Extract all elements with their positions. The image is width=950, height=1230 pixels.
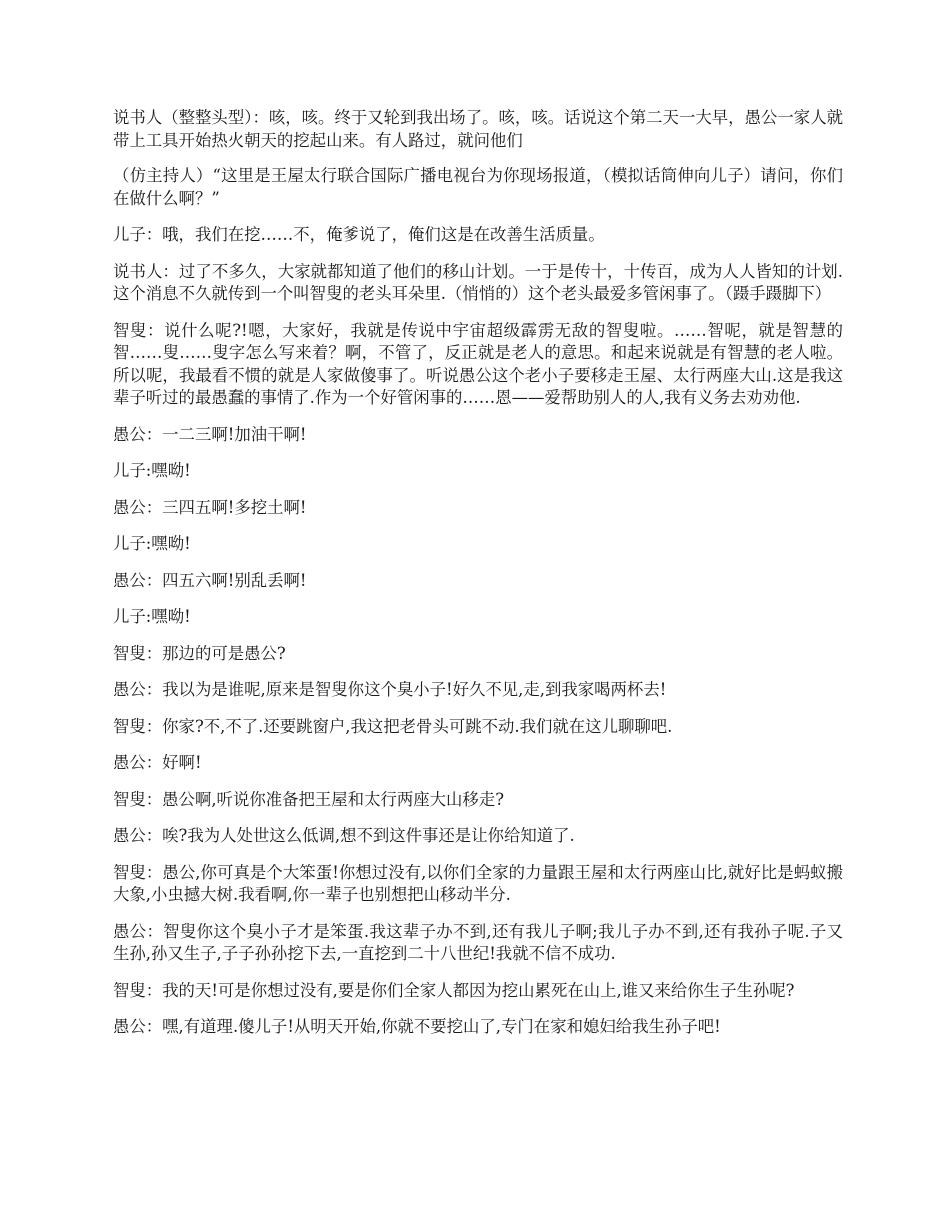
paragraph-son-line: 儿子:嘿呦! — [113, 607, 191, 626]
paragraph-yugong-line: 愚公：嘿,有道理.傻儿子!从明天开始,你就不要挖山了,专门在家和媳妇给我生孙子吧! — [113, 1017, 721, 1036]
paragraph-yugong-line: 愚公：三四五啊!多挖土啊! — [113, 497, 307, 517]
paragraph-zhisou-line: 智叟：你家?不,不了.还要跳窗户,我这把老骨头可跳不动.我们就在这儿聊聊吧. — [113, 716, 673, 736]
paragraph-yugong-line: 愚公：好啊! — [113, 753, 202, 772]
paragraph-zhisou-line: 智叟：愚公,你可真是个大笨蛋!你想过没有,以你们全家的力量跟王屋和太行两座山比,就好比是蚂蚁搬大象,小虫撼大树.我看啊,你一辈子也别想把山移动半分. — [113, 862, 843, 904]
paragraph-zhisou-line: 智叟：那边的可是愚公? — [113, 643, 286, 663]
paragraph-yugong-line: 愚公：我以为是谁呢,原来是智叟你这个臭小子!好久不见,走,到我家喝两杯去! — [113, 680, 667, 699]
paragraph-yugong-line: 愚公：四五六啊!别乱丢啊! — [113, 570, 307, 590]
paragraph-host-report: （仿主持人）“这里是王屋太行联合国际广播电视台为你现场报道，（模拟话筒伸向儿子）请问，你们在做什么啊？” — [113, 166, 843, 208]
paragraph-zhisou-line: 智叟：我的天!可是你想过没有,要是你们全家人都因为挖山累死在山上,谁又来给你生子生孙呢? — [113, 980, 795, 1000]
document-page — [113, 107, 843, 1053]
paragraph-son-reply: 儿子：哦，我们在挖……不，俺爹说了，俺们这是在改善生活质量。 — [113, 225, 605, 244]
paragraph-narrator-plan: 说书人：过了不多久，大家就都知道了他们的移山计划。一于是传十，十传百，成为人人皆知的计划.这个消息不久就传到一个叫智叟的老头耳朵里.（悄悄的）这个老头最爱多管闲事了。（蹑手蹑脚下） — [113, 261, 843, 303]
paragraph-zhisou-monologue: 智叟：说什么呢?!嗯，大家好，我就是传说中宇宙超级霹雳无敌的智叟啦。……智呢，就是智慧的智……叟……叟字怎么写来着？啊，不管了，反正就是老人的意思。和起来说就是有智慧的老人啦。所以呢，我最看不惯的就是人家做傻事了。听说愚公这个老小子要移走王屋、太行两座大山.这是我这辈子听过的最愚蠢的事情了.作为一个好管闲事的……恩——爱帮助别人的人,我有义务去劝劝他. — [113, 320, 843, 407]
paragraph-son-line: 儿子:嘿呦! — [113, 461, 191, 480]
paragraph-yugong-line: 愚公：智叟你这个臭小子才是笨蛋.我这辈子办不到,还有我儿子啊;我儿子办不到,还有我孙子呢.子又生孙,孙又生子,子子孙孙挖下去,一直挖到二十八世纪!我就不信不成功. — [113, 921, 843, 963]
paragraph-son-line: 儿子:嘿呦! — [113, 534, 191, 553]
paragraph-zhisou-line: 智叟：愚公啊,听说你准备把王屋和太行两座大山移走? — [113, 789, 504, 809]
paragraph-narrator-intro: 说书人（整整头型）：咳，咳。终于又轮到我出场了。咳，咳。话说这个第二天一大早，愚公一家人就带上工具开始热火朝天的挖起山来。有人路过，就问他们 — [113, 108, 843, 150]
paragraph-yugong-line: 愚公：唉?我为人处世这么低调,想不到这件事还是让你给知道了. — [113, 826, 575, 845]
paragraph-yugong-line: 愚公：一二三啊!加油干啊! — [113, 424, 307, 444]
